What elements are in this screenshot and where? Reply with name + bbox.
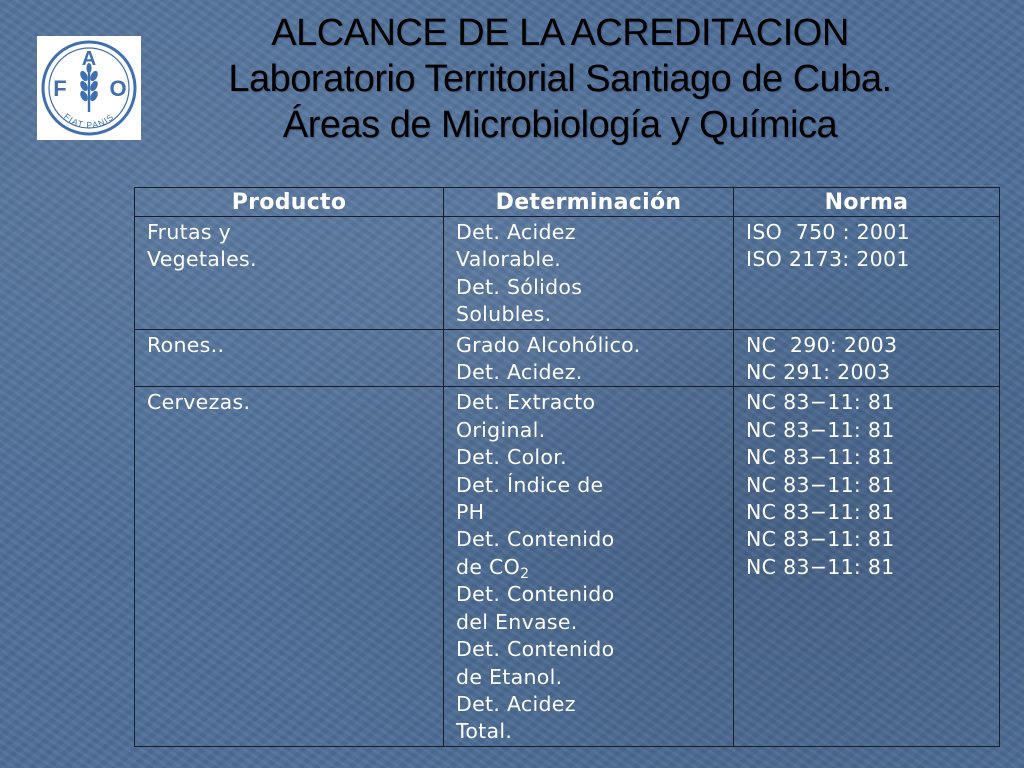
cell-line: NC 291: 2003 xyxy=(746,360,891,385)
logo-letter-a: A xyxy=(81,48,97,70)
cell-line: Det. Extracto xyxy=(456,390,596,415)
cell-line: del Envase. xyxy=(456,609,578,634)
co2-text: de CO xyxy=(456,554,521,579)
cell-line-co2 xyxy=(456,554,733,581)
cell-line: NC 83−11: 81 xyxy=(746,417,895,442)
cell-line: PH xyxy=(456,500,485,525)
header-norma: Norma xyxy=(734,188,1000,217)
cell-norma xyxy=(734,329,1000,387)
cell-line: de Etanol. xyxy=(456,664,563,689)
title-line-3: Áreas de Microbiología y Química xyxy=(282,104,838,146)
slide-title xyxy=(150,10,970,148)
cell-line: NC 83−11: 81 xyxy=(746,500,895,525)
cell-line: Vegetales. xyxy=(147,247,257,272)
title-line-1: ALCANCE DE LA ACREDITACION xyxy=(271,12,849,54)
table-header-row xyxy=(135,188,1000,217)
cell-producto xyxy=(135,329,444,387)
cell-line: Det. Contenido xyxy=(456,582,615,607)
cell-line: Det. Contenido xyxy=(456,527,615,552)
cell-line: ISO 750 : 2001 xyxy=(746,220,910,244)
cell-determinacion xyxy=(444,329,734,387)
cell-line: Original. xyxy=(456,417,546,442)
cell-determinacion xyxy=(444,387,734,746)
cell-line: Det. Índice de xyxy=(456,472,604,497)
cell-line: Cervezas. xyxy=(147,390,251,415)
cell-producto xyxy=(135,387,444,746)
cell-line: Valorable. xyxy=(456,247,562,272)
cell-line: Rones.. xyxy=(147,332,225,357)
cell-norma xyxy=(734,217,1000,330)
table-row xyxy=(135,329,1000,387)
cell-line: Det. Contenido xyxy=(456,637,615,662)
cell-line: NC 83−11: 81 xyxy=(746,445,895,470)
cell-line: Det. Acidez. xyxy=(456,360,583,385)
fao-emblem-icon xyxy=(37,36,141,140)
title-line-2: Laboratorio Territorial Santiago de Cuba. xyxy=(228,58,892,100)
cell-norma xyxy=(734,387,1000,746)
co2-subscript: 2 xyxy=(520,565,530,582)
cell-line: Det. Acidez xyxy=(456,691,576,716)
cell-line: Det. Color. xyxy=(456,445,567,470)
cell-line: Total. xyxy=(456,719,513,744)
cell-line: NC 83−11: 81 xyxy=(746,554,895,579)
logo-letter-o: O xyxy=(109,76,127,101)
cell-line: Det. Acidez xyxy=(456,220,576,244)
cell-line: Solubles. xyxy=(456,302,552,327)
logo-letter-f: F xyxy=(53,76,67,101)
table-row xyxy=(135,387,1000,746)
cell-line: NC 290: 2003 xyxy=(746,332,898,357)
logo-motto: FIAT PANIS xyxy=(61,111,117,131)
cell-producto xyxy=(135,217,444,330)
cell-line: ISO 2173: 2001 xyxy=(746,247,910,272)
cell-line: NC 83−11: 81 xyxy=(746,527,895,552)
accreditation-table xyxy=(134,187,1000,747)
cell-line: NC 83−11: 81 xyxy=(746,390,895,415)
cell-line: Det. Sólidos xyxy=(456,274,583,299)
cell-determinacion xyxy=(444,217,734,330)
cell-line: Grado Alcohólico. xyxy=(456,332,641,357)
header-producto: Producto xyxy=(135,188,444,217)
header-determinacion: Determinación xyxy=(444,188,734,217)
table-row xyxy=(135,217,1000,330)
cell-line: Frutas y xyxy=(147,220,232,244)
fao-logo xyxy=(37,36,141,140)
cell-line: NC 83−11: 81 xyxy=(746,472,895,497)
